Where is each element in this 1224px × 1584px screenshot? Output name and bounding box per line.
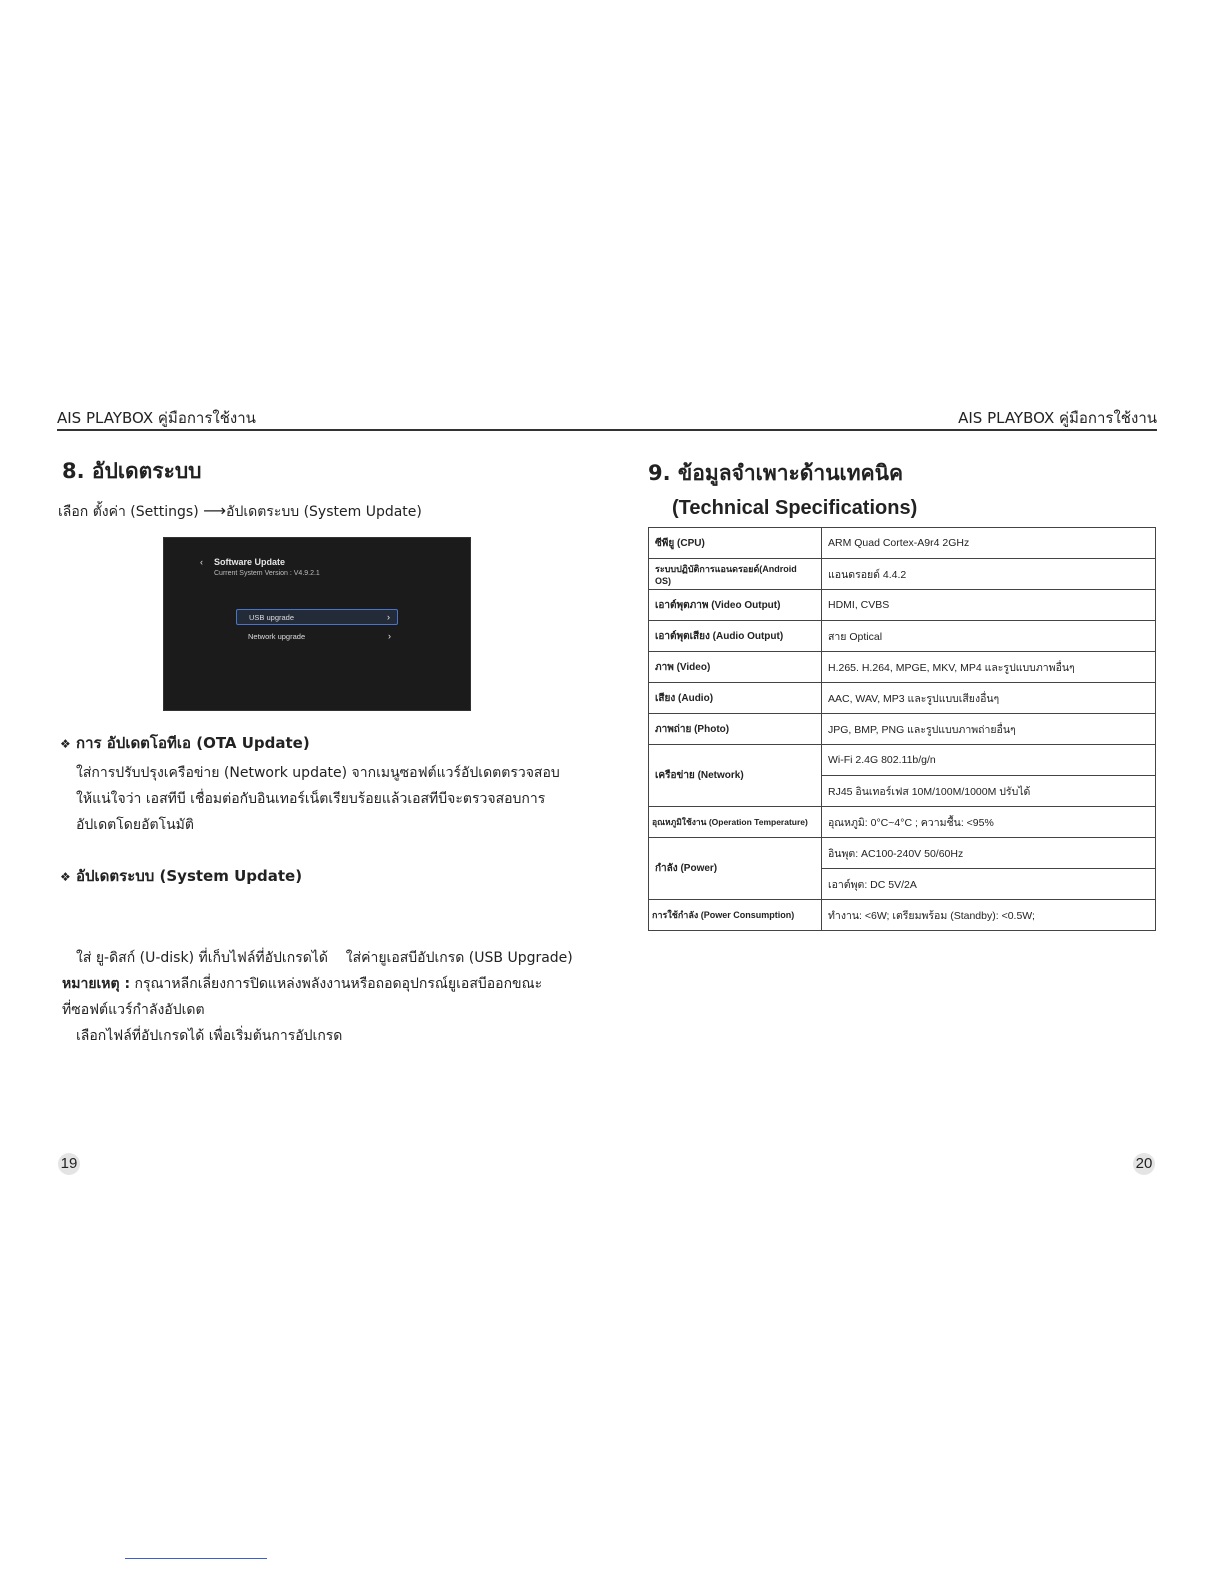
spec-key: เอาต์พุตเสียง (Audio Output) — [649, 621, 822, 652]
table-row — [649, 621, 1156, 652]
spec-value: ARM Quad Cortex-A9r4 2GHz — [822, 528, 1156, 559]
table-row — [649, 652, 1156, 683]
spec-key: เสียง (Audio) — [649, 683, 822, 714]
spec-key: การใช้กำลัง (Power Consumption) — [649, 900, 822, 931]
spec-value: H.265. H.264, MPGE, MKV, MP4 และรูปแบบภาพอื่นๆ — [822, 652, 1156, 683]
system-update-heading — [60, 864, 302, 888]
spec-key: อุณหภูมิใช้งาน (Operation Temperature) — [649, 807, 822, 838]
table-row — [649, 559, 1156, 590]
software-update-screenshot — [163, 537, 471, 711]
bullet-diamond-icon: ❖ — [60, 737, 71, 751]
intro-line — [58, 498, 422, 525]
note-label: หมายเหตุ : — [62, 976, 131, 992]
chevron-right-icon: › — [387, 612, 390, 622]
usb-upgrade-label: USB upgrade — [249, 613, 295, 622]
ota-line: ให้แน่ใจว่า เอสทีบี เชื่อมต่อกับอินเทอร์เน็ตเรียบร้อยแล้วเอสทีบีจะตรวจสอบการ — [76, 791, 546, 807]
spec-key: ภาพถ่าย (Photo) — [649, 714, 822, 745]
system-update-line: ใส่ ยู-ดิสก์ (U-disk) ที่เก็บไฟล์ที่อัปเกรดได้ ใส่ค่ายูเอสบีอัปเกรด (USB Upgrade) — [76, 950, 573, 966]
spec-key: เอาต์พุตภาพ (Video Output) — [649, 590, 822, 621]
note-line-2: ที่ซอฟต์แวร์กำลังอัปเดต — [62, 1002, 205, 1018]
spec-key: ระบบปฏิบัติการแอนดรอยด์(Android OS) — [649, 559, 822, 590]
bullet-diamond-icon: ❖ — [60, 870, 71, 884]
note-line-1: กรุณาหลีกเลี่ยงการปิดแหล่งพลังงานหรือถอดอุปกรณ์ยูเอสบีออกขณะ — [130, 976, 543, 992]
section-8-title: 8. อัปเดตระบบ — [62, 459, 202, 483]
ota-heading — [60, 731, 310, 755]
spec-value: RJ45 อินเทอร์เฟส 10M/100M/1000M ปรับได้ — [822, 776, 1156, 807]
spec-table — [648, 527, 1156, 931]
section-9-subtitle: (Technical Specifications) — [672, 497, 918, 519]
section-9-title: 9. ข้อมูลจำเพาะด้านเทคนิค — [648, 461, 904, 485]
ota-heading-text: การ อัปเดตโอทีเอ (OTA Update) — [76, 734, 310, 752]
footer-link-line — [125, 1558, 267, 1559]
spec-key: กำลัง (Power) — [649, 838, 822, 900]
table-row — [649, 683, 1156, 714]
screen-version: Current System Version : V4.9.2.1 — [214, 570, 320, 577]
page-number-right: 20 — [1133, 1153, 1155, 1175]
ota-body — [76, 760, 560, 838]
table-row — [649, 528, 1156, 559]
spec-value: Wi-Fi 2.4G 802.11b/g/n — [822, 745, 1156, 776]
spec-value: เอาต์พุต: DC 5V/2A — [822, 869, 1156, 900]
chevron-right-icon: › — [388, 631, 391, 641]
spec-key: เครือข่าย (Network) — [649, 745, 822, 807]
spec-value: แอนดรอยด์ 4.4.2 — [822, 559, 1156, 590]
system-update-heading-text: อัปเดตระบบ (System Update) — [76, 867, 303, 885]
spec-value: อุณหภูมิ: 0°C~4°C ; ความชื้น: <95% — [822, 807, 1156, 838]
ota-line: อัปเดตโดยอัตโนมัติ — [76, 817, 194, 833]
note — [62, 971, 542, 1023]
spec-key: ภาพ (Video) — [649, 652, 822, 683]
spec-key: ซีพียู (CPU) — [649, 528, 822, 559]
table-row — [649, 714, 1156, 745]
header-left: AIS PLAYBOX คู่มือการใช้งาน — [57, 409, 256, 427]
table-row — [649, 590, 1156, 621]
network-upgrade-label: Network upgrade — [248, 632, 306, 641]
system-update-line: เลือกไฟล์ที่อัปเกรดได้ เพื่อเริ่มต้นการอัปเกรด — [76, 1028, 343, 1044]
spec-value: JPG, BMP, PNG และรูปแบบภาพถ่ายอื่นๆ — [822, 714, 1156, 745]
table-row — [649, 745, 1156, 776]
intro-prefix: เลือก ตั้งค่า (Settings) — [58, 504, 199, 520]
network-upgrade-option — [236, 629, 398, 645]
spec-value: HDMI, CVBS — [822, 590, 1156, 621]
spec-value: สาย Optical — [822, 621, 1156, 652]
header-divider — [57, 429, 1157, 431]
table-row — [649, 838, 1156, 869]
usb-upgrade-option — [236, 609, 398, 625]
spec-value: อินพุต: AC100-240V 50/60Hz — [822, 838, 1156, 869]
spec-value: ทำงาน: <6W; เตรียมพร้อม (Standby): <0.5W; — [822, 900, 1156, 931]
header-right: AIS PLAYBOX คู่มือการใช้งาน — [958, 409, 1157, 427]
table-row — [649, 900, 1156, 931]
table-row — [649, 807, 1156, 838]
page-number-left: 19 — [58, 1153, 80, 1175]
spec-value: AAC, WAV, MP3 และรูปแบบเสียงอื่นๆ — [822, 683, 1156, 714]
screen-title: Software Update — [214, 557, 286, 567]
intro-suffix: อัปเดตระบบ (System Update) — [226, 504, 422, 520]
back-icon: ‹ — [200, 557, 203, 567]
arrow-right-icon: ⟶ — [203, 501, 227, 520]
ota-line: ใส่การปรับปรุงเครือข่าย (Network update) จากเมนูซอฟต์แวร์อัปเดตตรวจสอบ — [76, 765, 560, 781]
